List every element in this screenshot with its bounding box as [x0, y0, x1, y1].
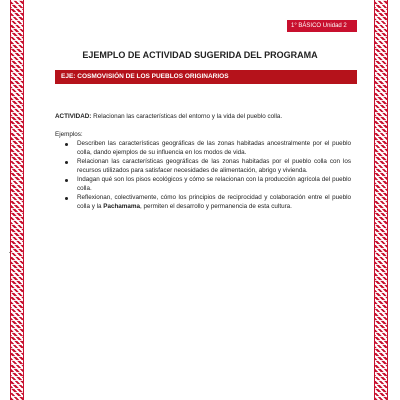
examples-list [55, 140, 351, 212]
bullet-icon [65, 179, 68, 182]
list-item [55, 158, 351, 176]
list-item-text: Indagan qué son los pisos ecológicos y cómo se relacionan con la producción agrícola del pueblo colla. [77, 176, 351, 192]
list-item-text: Describen las características geográficas de las zonas habitadas ancestralmente por el pueblo colla, dando ejemplos de su influencia en los modos de vida. [77, 140, 351, 156]
list-item-text-start: Reflexionan, colectivamente, cómo los principios de reciprocidad y colaboración entre el pueblo colla y la [77, 194, 351, 211]
margin-mark [9, 252, 10, 253]
eje-banner: EJE: COSMOVISIÓN DE LOS PUEBLOS ORIGINARIOS [55, 70, 357, 84]
bullet-icon [65, 143, 68, 146]
bullet-icon [65, 197, 68, 200]
examples-heading: Ejemplos: [55, 131, 83, 138]
decorative-border-left [10, 0, 24, 400]
page-title: EJEMPLO DE ACTIVIDAD SUGERIDA DEL PROGRAMA [82, 50, 318, 60]
activity-text: Relacionan las características del entorno y la vida del pueblo colla. [91, 113, 283, 120]
bullet-icon [65, 161, 68, 164]
activity-statement [55, 113, 350, 121]
list-item-text-end: , permiten el desarrollo y permanencia de esta cultura. [140, 203, 292, 211]
unit-tab: 1° BÁSICO Unidad 2 [287, 20, 357, 32]
pachamama-term: Pachamama [103, 203, 141, 211]
list-item-text: Relacionan las características geográficas de las zonas habitadas por el pueblo colla con los recursos utilizados para satisfacer necesidades de alimentación, abrigo y vivienda. [77, 158, 351, 174]
list-item [55, 140, 351, 158]
list-item [55, 194, 351, 212]
activity-label: ACTIVIDAD: [55, 113, 92, 120]
list-item [55, 176, 351, 194]
decorative-border-right [374, 0, 388, 400]
